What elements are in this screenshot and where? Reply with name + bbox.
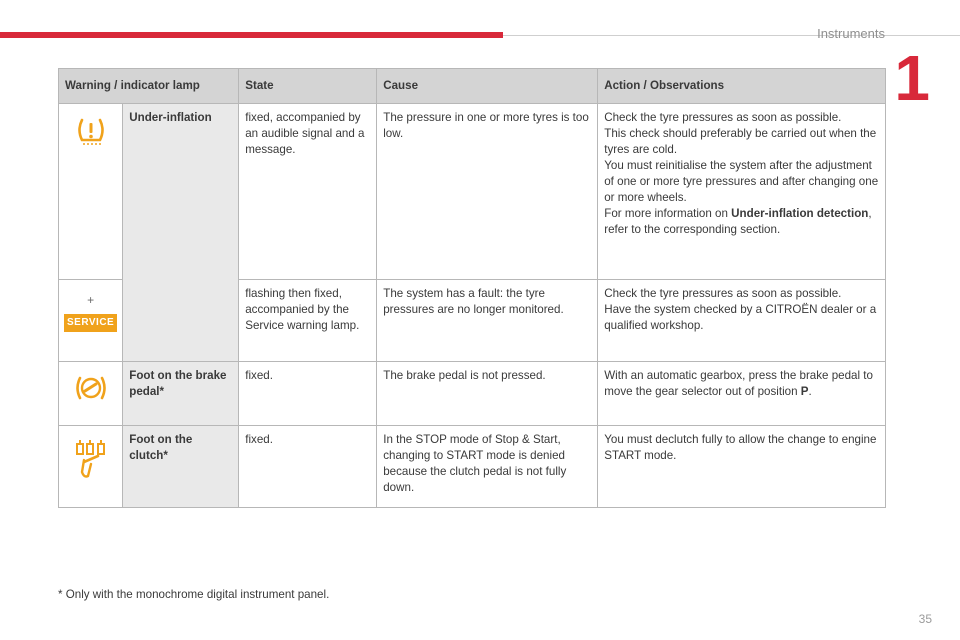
column-header-state: State (239, 69, 377, 104)
foot-on-brake-pedal-icon (74, 374, 108, 402)
action-line: You must reinitialise the system after the adjustment of one or more tyre pressures and after changing one or more wheels. (604, 159, 879, 204)
foot-on-clutch-icon (74, 438, 108, 482)
service-warning-icon: SERVICE (64, 314, 117, 332)
action-text: . (808, 385, 812, 398)
header-rule (503, 35, 960, 36)
cause-cell: The system has a fault: the tyre pressures are no longer monitored. (377, 280, 598, 362)
action-cell (598, 280, 886, 362)
action-cell: You must declutch fully to allow the change to engine START mode. (598, 426, 886, 508)
lamp-name-cell (123, 362, 239, 426)
state-cell: fixed. (239, 362, 377, 426)
tyre-pressure-warning-icon (76, 116, 106, 148)
state-cell: fixed, accompanied by an audible signal and a message. (239, 104, 377, 280)
table-row (59, 362, 886, 426)
plus-sign: + (87, 293, 95, 307)
action-text: , refer to the corresponding section. (604, 207, 872, 236)
table-row (59, 426, 886, 508)
lamp-name: Under-inflation (129, 111, 212, 124)
cause-cell: The brake pedal is not pressed. (377, 362, 598, 426)
red-header-bar (0, 32, 503, 38)
lamp-name: Foot on the brake pedal* (129, 369, 227, 398)
cause-cell: In the STOP mode of Stop & Start, changing to START mode is denied because the clutch pedal is not fully down. (377, 426, 598, 508)
cause-cell: The pressure in one or more tyres is too low. (377, 104, 598, 280)
footnote: * Only with the monochrome digital instrument panel. (58, 588, 330, 601)
action-text: For more information on (604, 207, 732, 220)
column-header-lamp: Warning / indicator lamp (59, 69, 239, 104)
column-header-cause: Cause (377, 69, 598, 104)
icon-cell (59, 280, 123, 362)
table-row (59, 104, 886, 280)
table-header-row (59, 69, 886, 104)
state-cell: fixed. (239, 426, 377, 508)
action-line: Have the system checked by a CITROËN dealer or a qualified workshop. (604, 303, 877, 332)
icon-cell (59, 104, 123, 280)
lamp-name-cell (123, 426, 239, 508)
action-cell (598, 362, 886, 426)
action-bold-text: P (800, 385, 809, 398)
action-line: Check the tyre pressures as soon as possible. (604, 287, 842, 300)
action-line: This check should preferably be carried out when the tyres are cold. (604, 127, 877, 156)
section-title: Instruments (817, 26, 885, 41)
page-number: 35 (918, 612, 932, 626)
action-cell (598, 104, 886, 280)
column-header-action: Action / Observations (598, 69, 886, 104)
warning-lamp-table (58, 68, 886, 508)
icon-cell (59, 426, 123, 508)
action-line (604, 206, 879, 238)
lamp-name: Foot on the clutch* (129, 433, 193, 462)
action-bold-text: Under-inflation detection (731, 207, 869, 220)
action-line: Check the tyre pressures as soon as possible. (604, 111, 842, 124)
action-text: With an automatic gearbox, press the brake pedal to move the gear selector out of position (604, 369, 873, 398)
state-cell: flashing then fixed, accompanied by the Service warning lamp. (239, 280, 377, 362)
chapter-number: 1 (894, 42, 930, 114)
lamp-name-cell (123, 104, 239, 362)
icon-cell (59, 362, 123, 426)
